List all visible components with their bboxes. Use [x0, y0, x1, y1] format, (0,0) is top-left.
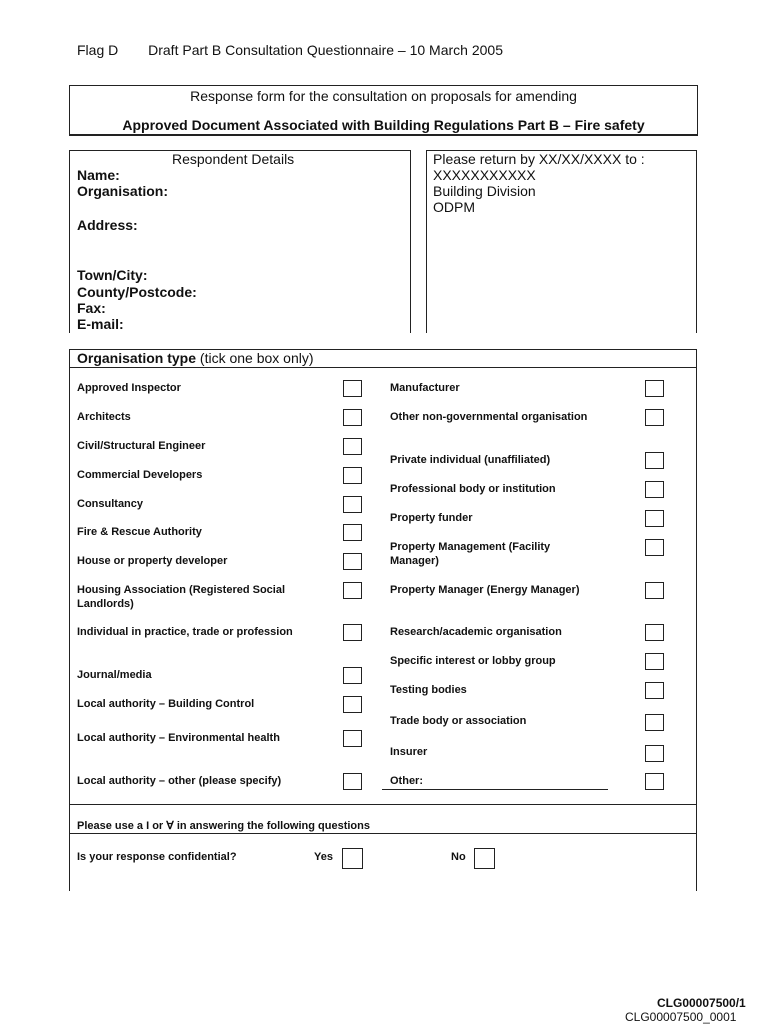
name-field[interactable]: Name: — [77, 167, 120, 183]
return-instructions — [433, 151, 645, 215]
checkbox-property-management[interactable] — [645, 539, 664, 556]
option-label: Individual in practice, trade or profession — [77, 626, 293, 638]
section-divider — [69, 804, 696, 805]
document-reference: CLG00007500/1 — [657, 996, 746, 1010]
option-label: Consultancy — [77, 498, 144, 510]
no-label: No — [451, 851, 466, 863]
form-title-line2: Approved Document Associated with Building Regulations Part B – Fire safety — [122, 117, 645, 133]
checkbox-approved-inspector[interactable] — [343, 380, 362, 397]
checkbox-private-individual[interactable] — [645, 452, 664, 469]
option-label: Property Manager (Energy Manager) — [390, 584, 580, 596]
town-field[interactable]: Town/City: — [77, 267, 148, 283]
flag-label: Flag D — [77, 42, 119, 58]
option-label: Other: — [390, 775, 423, 787]
checkbox-professional-body[interactable] — [645, 481, 664, 498]
respondent-details-box — [69, 150, 411, 333]
option-label: Housing Association (Registered Social Landlords) — [77, 584, 286, 610]
checkbox-other[interactable] — [645, 773, 664, 790]
checkbox-manufacturer[interactable] — [645, 380, 664, 397]
checkbox-property-manager-energy[interactable] — [645, 582, 664, 599]
section-divider — [69, 833, 696, 834]
option-label: Property funder — [390, 512, 473, 524]
checkbox-trade-body[interactable] — [645, 714, 664, 731]
option-label: Other non-governmental organisation — [390, 411, 588, 423]
checkbox-la-other[interactable] — [343, 773, 362, 790]
option-label: Commercial Developers — [77, 469, 203, 481]
checkbox-research-academic[interactable] — [645, 624, 664, 641]
county-postcode-field[interactable]: County/Postcode: — [77, 284, 197, 300]
page-reference: CLG00007500_0001 — [625, 1010, 737, 1024]
option-label: Professional body or institution — [390, 483, 556, 495]
email-field[interactable]: E-mail: — [77, 316, 124, 332]
option-label: Private individual (unaffiliated) — [390, 454, 551, 466]
checkbox-other-ngo[interactable] — [645, 409, 664, 426]
organisation-type-heading — [77, 350, 314, 366]
checkbox-architects[interactable] — [343, 409, 362, 426]
option-label: Specific interest or lobby group — [390, 655, 556, 667]
option-label: Local authority – other (please specify) — [77, 775, 282, 787]
option-label: Civil/Structural Engineer — [77, 440, 206, 452]
form-title-box — [69, 85, 698, 136]
document-title: Draft Part B Consultation Questionnaire – 10 March 2005 — [148, 42, 503, 58]
checkbox-la-environmental-health[interactable] — [343, 730, 362, 747]
option-label: Approved Inspector — [77, 382, 181, 394]
checkbox-testing-bodies[interactable] — [645, 682, 664, 699]
address-field[interactable]: Address: — [77, 217, 138, 233]
option-label: Local authority – Environmental health — [77, 732, 280, 744]
confidential-question: Is your response confidential? — [77, 851, 237, 863]
checkbox-property-funder[interactable] — [645, 510, 664, 527]
checkbox-house-property-developer[interactable] — [343, 553, 362, 570]
checkbox-confidential-no[interactable] — [474, 848, 495, 869]
form-title-line1: Response form for the consultation on proposals for amending — [190, 88, 577, 104]
checkbox-civil-structural-engineer[interactable] — [343, 438, 362, 455]
option-label: Trade body or association — [390, 715, 527, 727]
return-line3: Building Division — [433, 183, 536, 199]
organisation-type-note: (tick one box only) — [199, 350, 314, 366]
fax-field[interactable]: Fax: — [77, 300, 106, 316]
option-label: Insurer — [390, 746, 428, 758]
answer-instructions: Please use a I or ∀ in answering the following questions — [77, 820, 370, 832]
organisation-type-title: Organisation type — [77, 350, 197, 366]
checkbox-la-building-control[interactable] — [343, 696, 362, 713]
checkbox-confidential-yes[interactable] — [342, 848, 363, 869]
return-line4: ODPM — [433, 199, 475, 215]
checkbox-consultancy[interactable] — [343, 496, 362, 513]
organisation-type-box — [69, 349, 697, 891]
checkbox-individual-practice[interactable] — [343, 624, 362, 641]
option-label: House or property developer — [77, 555, 228, 567]
option-label: Fire & Rescue Authority — [77, 526, 202, 538]
option-label: Journal/media — [77, 669, 152, 681]
return-line1: Please return by XX/XX/XXXX to : — [433, 151, 645, 167]
checkbox-commercial-developers[interactable] — [343, 467, 362, 484]
respondent-heading: Respondent Details — [172, 151, 295, 167]
option-label: Property Management (Facility Manager) — [390, 541, 551, 567]
yes-label: Yes — [314, 851, 333, 863]
checkbox-fire-rescue-authority[interactable] — [343, 524, 362, 541]
other-specify-line[interactable] — [382, 789, 608, 790]
option-label: Research/academic organisation — [390, 626, 562, 638]
document-header — [77, 42, 503, 58]
return-line2: XXXXXXXXXXX — [433, 167, 536, 183]
organisation-field[interactable]: Organisation: — [77, 183, 169, 199]
checkbox-housing-association[interactable] — [343, 582, 362, 599]
checkbox-journal-media[interactable] — [343, 667, 362, 684]
option-label: Architects — [77, 411, 131, 423]
checkbox-interest-lobby-group[interactable] — [645, 653, 664, 670]
organisation-header-divider — [69, 367, 696, 368]
option-label: Manufacturer — [390, 382, 460, 394]
checkbox-insurer[interactable] — [645, 745, 664, 762]
option-label: Testing bodies — [390, 684, 467, 696]
option-label: Local authority – Building Control — [77, 698, 255, 710]
